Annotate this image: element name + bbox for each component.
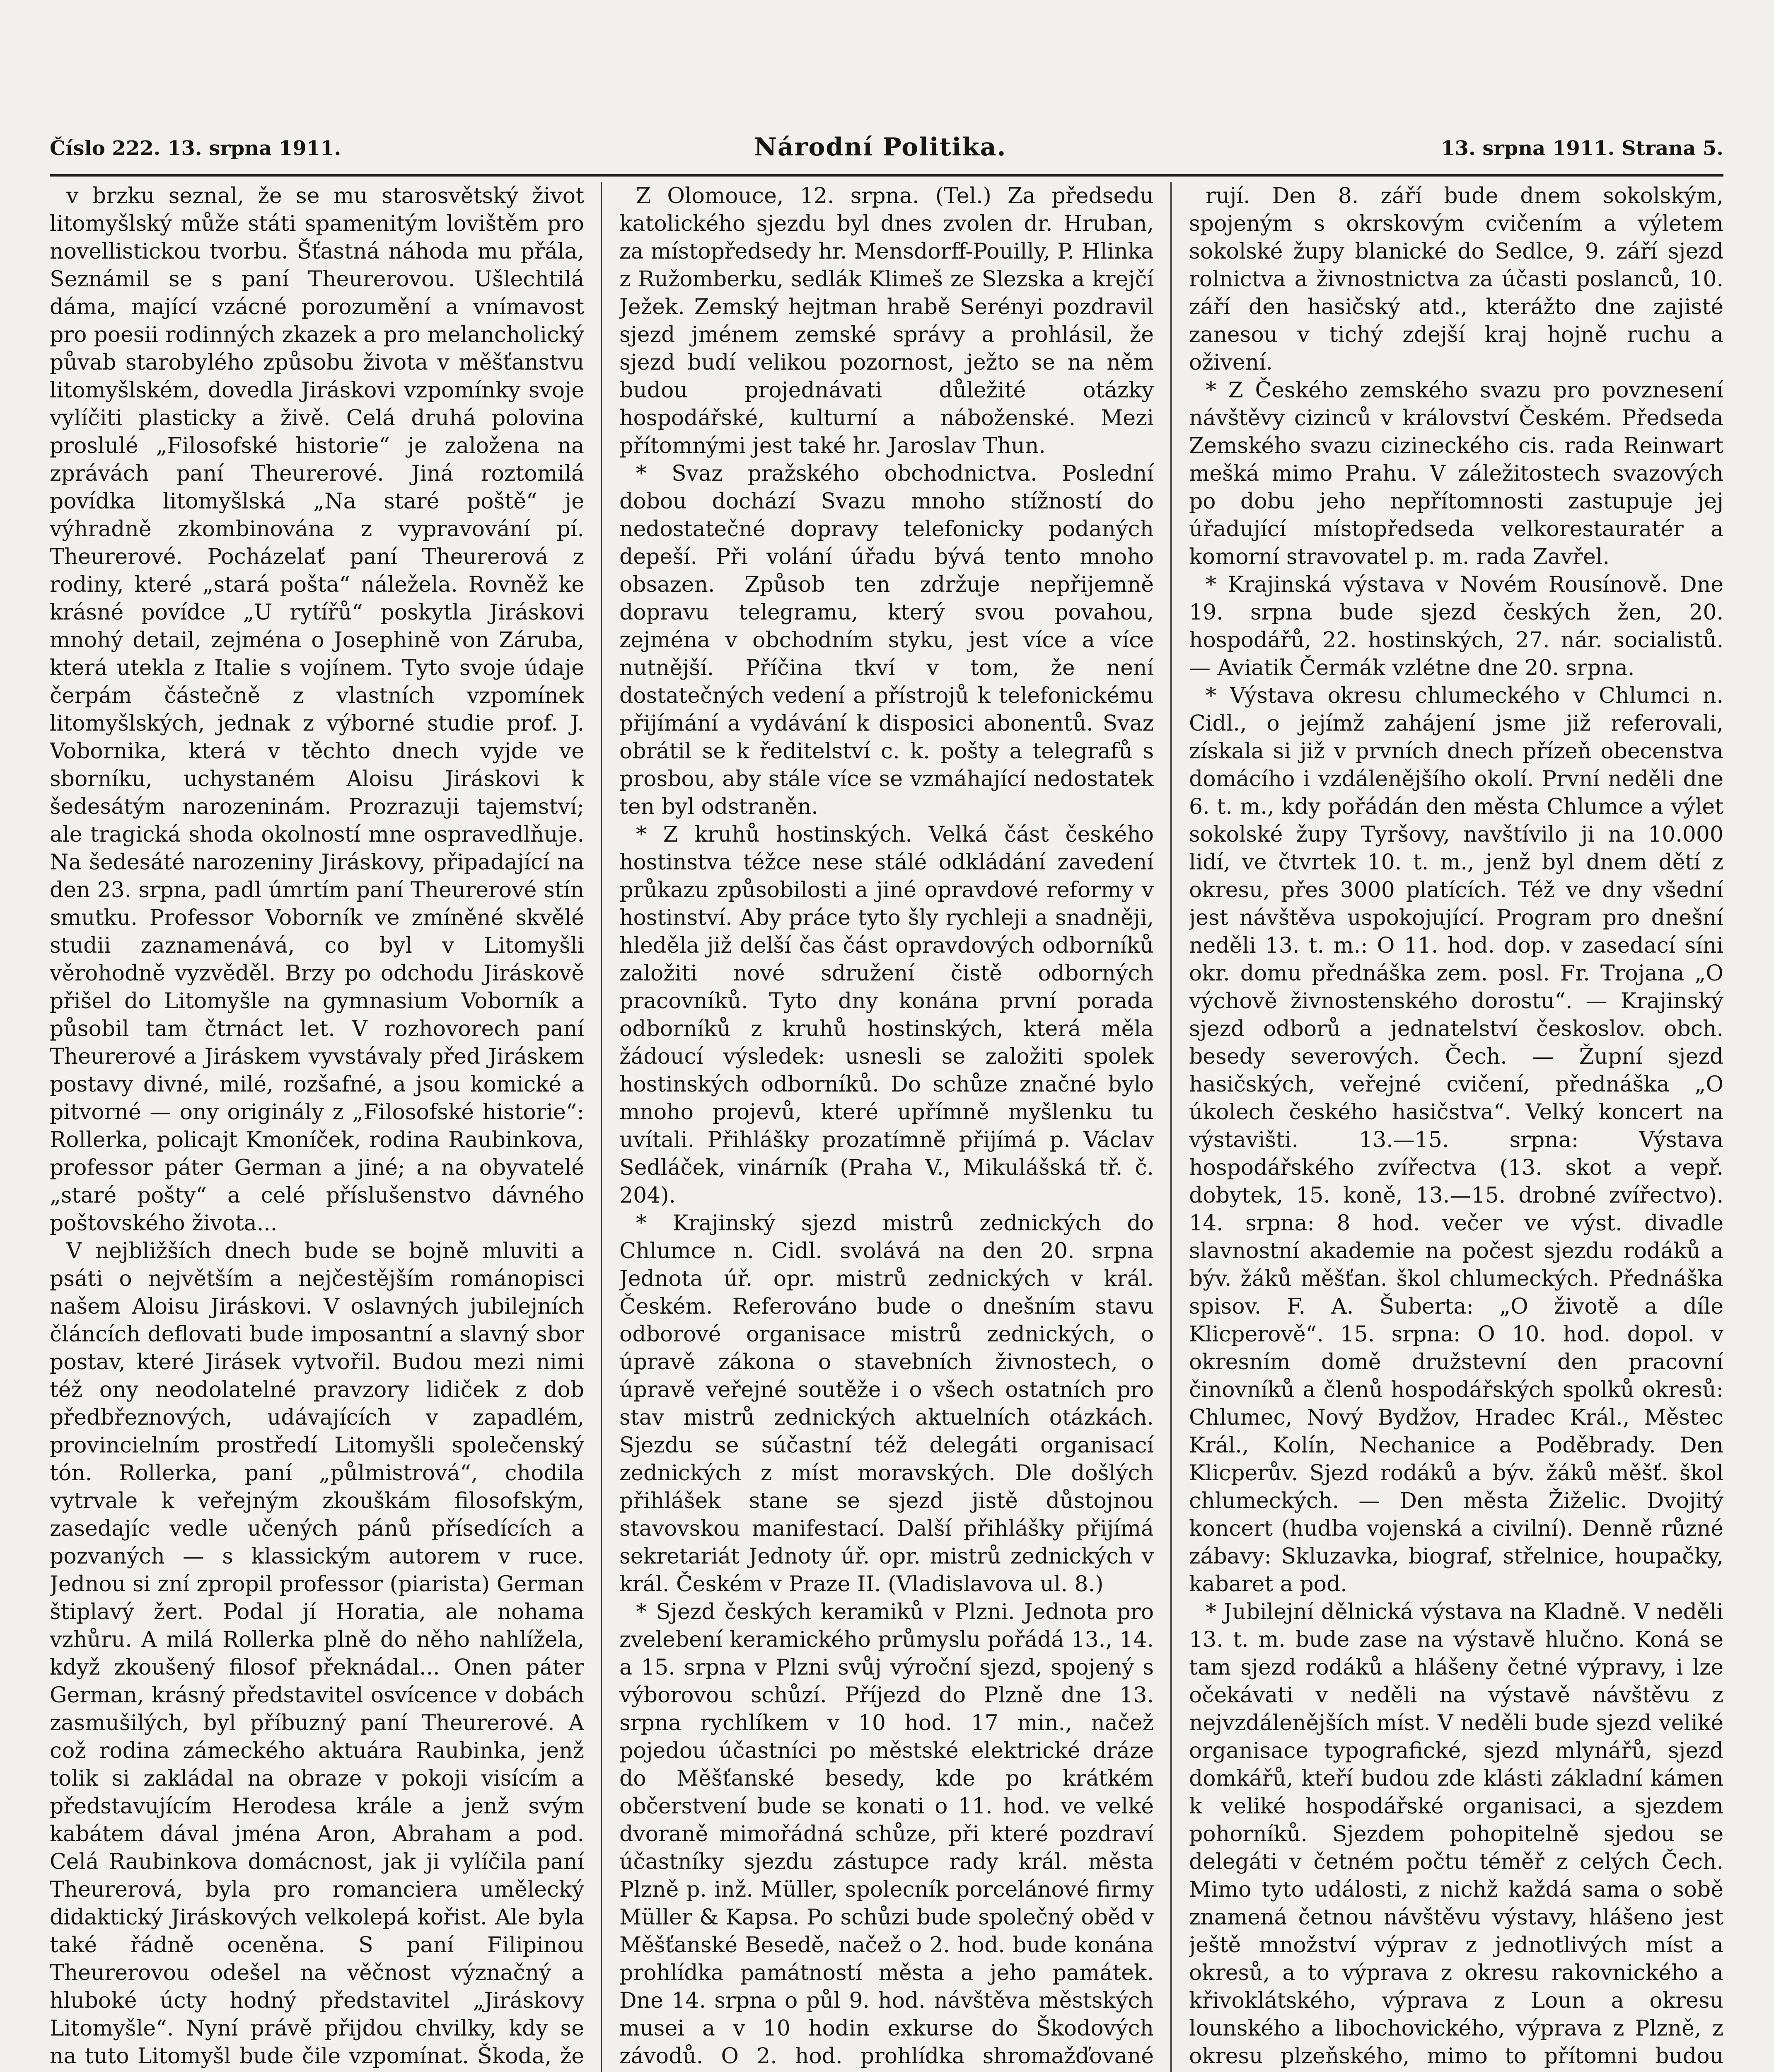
article-paragraph: * Krajinský sjezd mistrů zednických do Chlumce n. Cidl. svolává na den 20. srpna Jednota úř. opr. mistrů zednických v král. Českém. Referováno bude o dnešním stavu odborové organisace mistrů zednických, o úpravě zákona o stavebních živnostech, o úpravě veřejné soutěže i o všech ostatních pro stav mistrů zednických aktuelních otázkách. Sjezdu se súčastní též delegáti organisací zednických z míst moravských. Dle došlých přihlášek stane se sjezd jistě důstojnou stavovskou manifestací. Další přihlášky přijímá sekretariát Jednoty úř. opr. mistrů zednických v král. Českém v Praze II. (Vladislavova ul. 8.) <box>619 1211 1154 1597</box>
article-paragraph: Z Olomouce, 12. srpna. (Tel.) Za předsedu katolického sjezdu byl dnes zvolen dr. Hruban, za místopředsedy hr. Mensdorff-Pouilly, P. Hlinka z Ružomberku, sedlák Klimeš ze Slezska a krejčí Ježek. Zemský hejtman hrabě Serényi pozdravil sjezd jménem zemské správy a prohlásil, že sjezd budí velikou pozornost, ježto se na něm budou projednávati důležité otázky hospodářské, kulturní a náboženské. Mezi přítomnými jest také hr. Jaroslav Thun. <box>619 184 1154 458</box>
article-paragraph: V nejbližších dnech bude se bojně mluviti a psáti o největším a nejčestějším románopisci našem Aloisu Jiráskovi. V oslavných jubilejních článcích deflovati bude imposantní a slavný sbor postav, které Jirásek vytvořil. Budou mezi nimi též ony neodolatelné pravzory lidiček z dob předbřeznových, udávajících v zapadlém, provincielním prostředí Litomyšli společenský tón. Rollerka, paní „půlmistrová“, chodila vytrvale k veřejným zkouškám filosofským, zasedajíc vedle učených pánů přísedících a pozvaných — s klassickým autorem v ruce. Jednou si zní zpropil professor (piarista) German štiplavý žert. Podal jí Horatia, ale nohama vzhůru. A milá Rollerka plně do něho nahlížela, když zkoušený filosof překnádal... Onen páter German, krásný představitel osvícence v dobách zasmušilých, byl příbuzný paní Theurerové. A což rodina zámeckého aktuára Raubinka, jenž tolik si zakládal na obraze v pokoji visícím a představujícím Herodesa krále a jenž svým kabátem dával jména Aron, Abraham a pod. Celá Raubinkova domácnost, jak ji vylíčila paní Theurerová, byla pro romanciera umělecký didaktický Jiráskových velkolepá kořist. Ale byla také řádně oceněna. S paní Filipinou Theurerovou odešel na věčnost význačný a hluboké úcty hodný představitel „Jiráskovy Litomyšle“. Nyní právě přijdou chvilky, kdy se na tuto Litomyšl bude čile vzpomínat. Škoda, že <box>50 1239 584 2069</box>
article-paragraph: * Sjezd českých keramiků v Plzni. Jednota pro zvelebení keramického průmyslu pořádá 13., 14. a 15. srpna v Plzni svůj výroční sjezd, spojený s výborovou schůzí. Příjezd do Plzně dne 13. srpna rychlíkem v 10 hod. 17 min., načež pojedou účastníci po městské elektrické dráze do Měšťanské besedy, kde po krátkém občerstvení bude se konati o 11. hod. ve velké dvoraně mimořádná schůze, při které pozdraví účastníky sjezdu zástupce rady král. města Plzně p. inž. Müller, spolecník porcelánové firmy Müller & Kapsa. Po schůzi bude společný oběd v Měšťanské Besedě, načež o 2. hod. bude konána prohlídka památností města a jeho památek. Dne 14. srpna o půl 9. hod. návštěva městských musei a v 10 hodin exkurse do Škodových závodů. O 2. hod. prohlídka shromažďované <box>619 1600 1154 2069</box>
article-paragraph: * Krajinská výstava v Novém Rousínově. Dne 19. srpna bude sjezd českých žen, 20. hospodářů, 22. hostinských, 27. nár. socialistů. — Aviatik Čermák vzlétne dne 20. srpna. <box>1189 572 1723 680</box>
text-columns <box>50 182 1723 2072</box>
article-paragraph: v brzku seznal, že se mu starosvětský život litomyšlský může státi spamenitým lovištěm pro novellistickou tvorbu. Šťastná náhoda mu přála, Seznámil se s paní Theurerovou. Ušlechtilá dáma, mající vzácné porozumění a vnímavost pro poesii rodinných zkazek a pro melancholický půvab starobylého způsobu života v měšťanstvu litomyšlském, dovedla Jiráskovi vzpomínky svoje vylíčiti plasticky a živě. Celá druhá polovina proslulé „Filosofské historie“ je založena na zprávách paní Theurerové. Jiná roztomilá povídka litomyšlská „Na staré poště“ je výhradně zkombinována z vypravování pí. Theurerové. Pocházelať paní Theurerová z rodiny, které „stará pošta“ náležela. Rovněž ke krásné povídce „U rytířů“ poskytla Jiráskovi mnohý detail, zejména o Josephině von Záruba, která utekla z Italie s vojínem. Tyto svoje údaje čerpám částečně z vlastních vzpomínek litomyšlských, jednak z výborné studie prof. J. Vobornika, která v těchto dnech vyjde ve sborníku, uchystaném Aloisu Jiráskovi k šedesátým narozeninám. Prozrazuji tajemství; ale tragická shoda okolností mne ospravedlňuje. Na šedesáté narozeniny Jiráskovy, připadající na den 23. srpna, padl úmrtím paní Theurerové stín smutku. Professor Voborník ve zmíněné skvělé studii zaznamenává, co byl v Litomyšli věrohodně vyzvěděl. Brzy po odchodu Jiráskově přišel do Litomyšle na gymnasium Voborník a působil tam čtrnáct let. V rozhovorech paní Theurerové a Jiráskem vyvstávaly před Jiráskem postavy divné, milé, rozšafné, a jsou komické a pitvorné — ony originály z „Filosofské historie“: Rollerka, policajt Kmoníček, rodina Raubinkova, professor páter German a jiné; a na obyvatelé „staré pošty“ a celé příslušenstvo dávného poštovského života... <box>50 184 584 1236</box>
article-paragraph: rují. Den 8. září bude dnem sokolským, spojeným s okrskovým cvičením a výletem sokolské župy blanické do Sedlce, 9. září sjezd rolnictva a živnostnictva za účasti poslanců, 10. září den hasičský atd., kterážto dne zajisté zanesou v tichý zdejší kraj hojně ruchu a oživení. <box>1189 184 1723 375</box>
column-3 <box>1189 182 1723 2072</box>
article-paragraph: * Výstava okresu chlumeckého v Chlumci n. Cidl., o jejímž zahájení jsme již referovali, získala si již v prvních dnech přízeň obecenstva domácího i vzdálenějšího okolí. První neděli dne 6. t. m., kdy pořádán den města Chlumce a výlet sokolské župy Tyršovy, navštívilo ji na 10.000 lidí, ve čtvrtek 10. t. m., jenž byl dnem dětí z okresu, přes 3000 platících. Též ve dny všední jest návštěva uspokojující. Program pro dnešní neděli 13. t. m.: O 11. hod. dop. v zasedací síni okr. domu přednáška zem. posl. Fr. Trojana „O výchově živnostenského dorostu“. — Krajinský sjezd odborů a jednatelství českoslov. obch. besedy severových. Čech. — Župní sjezd hasičských, veřejné cvičení, přednáška „O úkolech českého hasičstva“. Velký koncert na výstavišti. 13.—15. srpna: Výstava hospodářského zvířectva (13. skot a vepř. dobytek, 15. koně, 13.—15. drobné zvířectvo). 14. srpna: 8 hod. večer ve výst. divadle slavnostní akademie na počest sjezdu rodáků a býv. žáků měšťan. škol chlumeckých. Přednáška spisov. F. A. Šuberta: „O životě a díle Klicperově“. 15. srpna: O 10. hod. dopol. v okresním domě družstevní den pracovní činovníků a členů hospodářských spolků okresů: Chlumec, Nový Bydžov, Hradec Král., Městec Král., Kolín, Nechanice a Poděbrady. Den Klicperův. Sjezd rodáků a býv. žáků měšť. škol chlumeckých. — Den města Žiželic. Dvojitý koncert (hudba vojenská a civilní). Denně různé zábavy: Skluzavka, biograf, střelnice, houpačky, kabaret a pod. <box>1189 683 1723 1597</box>
column-1 <box>50 182 584 2072</box>
article-paragraph: * Z kruhů hostinských. Velká část českého hostinstva téžce nese stálé odkládání zavedení průkazu způsobilosti a jiné opravdové reformy v hostinství. Aby práce tyto šly rychleji a snadněji, hleděla již delší čas část opravdových odborníků založiti nové sdružení čistě odborných pracovníků. Tyto dny konána první porada odborníků z kruhů hostinských, která měla žádoucí výsledek: usnesli se založiti spolek hostinských odborníků. Do schůze značné bylo mnoho projevů, které upřímně myšlenku tu uvítali. Přihlášky prozatímně přijímá p. Václav Sedláček, vinárník (Praha V., Mikulášská tř. č. 204). <box>619 822 1154 1208</box>
column-2 <box>619 182 1154 2072</box>
header-rule <box>50 174 1723 177</box>
article-paragraph: * Z Českého zemského svazu pro povznesení návštěvy cizinců v království Českém. Předseda Zemského svazu cizineckého cis. rada Reinwart mešká mimo Prahu. V záležitostech svazových po dobu jeho nepřítomnosti zastupuje jej úřadující místopředseda velkorestauratér a komorní stravovatel p. m. rada Zavřel. <box>1189 378 1723 569</box>
issue-date-right: 13. srpna 1911. Strana 5. <box>1441 137 1723 160</box>
newspaper-title: Národní Politika. <box>754 133 1007 162</box>
page-header <box>50 128 1723 166</box>
issue-date-left: Číslo 222. 13. srpna 1911. <box>50 137 341 160</box>
article-paragraph: * Jubilejní dělnická výstava na Kladně. V neděli 13. t. m. bude zase na výstavě hlučno. Koná se tam sjezd rodáků a hlášeny četné výpravy, i lze očekávati v neděli na výstavě návštěvu z nejvzdálenějších míst. V neděli bude sjezd veliké organisace typografické, sjezd mlynářů, sjezd domkářů, kteří budou zde klásti základní kámen k veliké hospodářské organisaci, a sjezdem pohorníků. Sjezdem pohopitelně sjedou se delegáti v četném počtu téměř z celých Čech. Mimo tyto události, z nichž každá sama o sobě znamená četnou návštěvu výstavy, hlášeno jest ještě množství výprav z jednotlivých míst a okresů, a to výprava z okresu rakovnického a křivoklátského, výprava z Loun a okresu lounského a libochovického, výprava z Plzně, z okresu plzeňského, mimo to přítomni budou <box>1189 1600 1723 2069</box>
article-paragraph: * Svaz pražského obchodnictva. Poslední dobou dochází Svazu mnoho stížností do nedostatečné dopravy telefonicky podaných depeší. Při volání úřadu bývá tento mnoho obsazen. Způsob ten zdržuje nepřijemně dopravu telegramu, který svou povahou, zejména v obchodním styku, jest více a více nutnější. Příčina tkví v tom, že není dostatečných vedení a přístrojů k telefonickému přijímání a vydávání k disposici abonentů. Svaz obrátil se k ředitelství c. k. pošty a telegrafů s prosbou, aby stále více se vzmáhající nedostatek ten byl odstraněn. <box>619 461 1154 819</box>
column-divider <box>1170 182 1172 2072</box>
column-divider <box>601 182 602 2072</box>
